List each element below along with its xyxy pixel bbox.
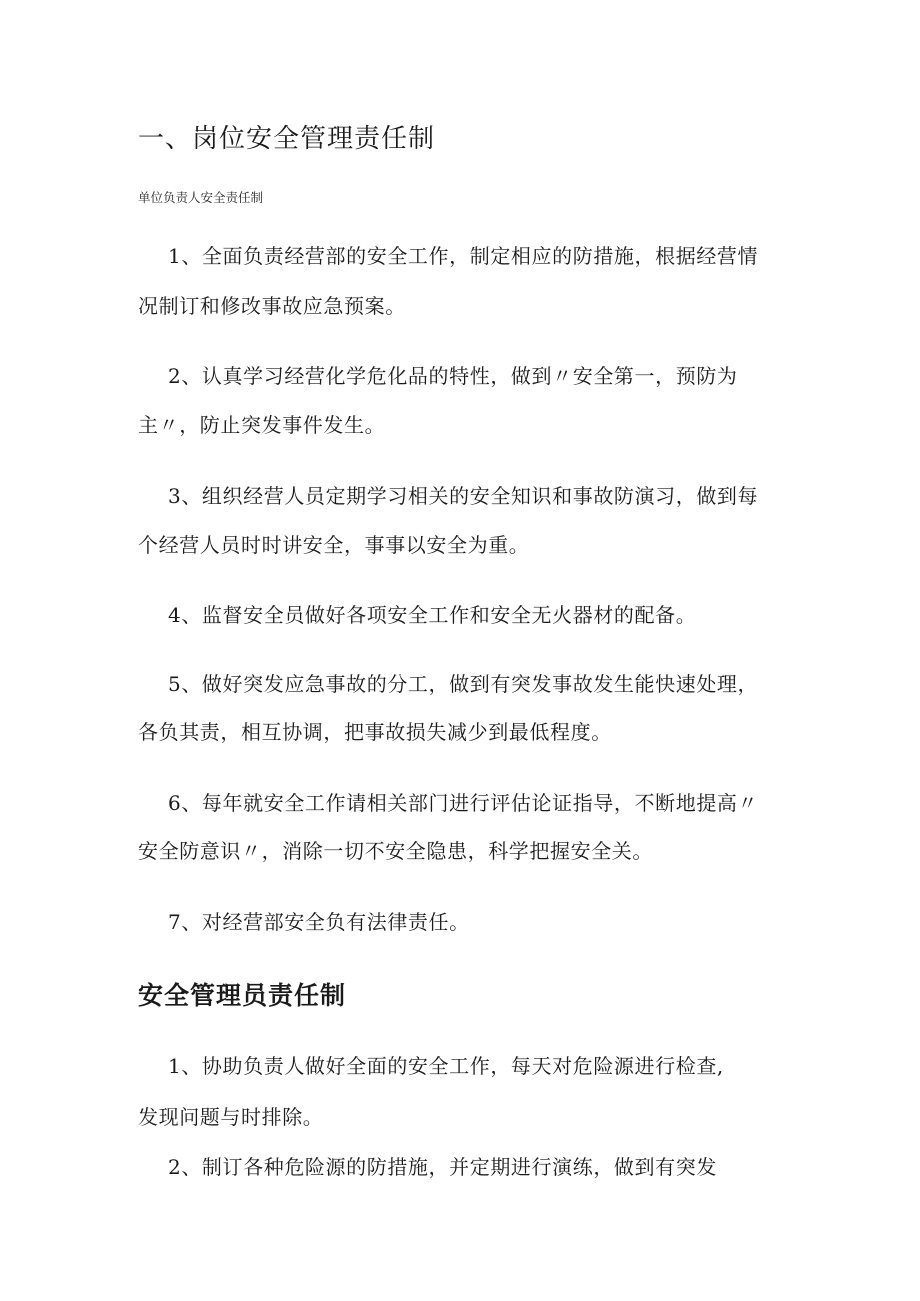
item-1-line-2: 况制订和修改事故应急预案。 [138,294,406,318]
item-5-line-1: 5、做好突发应急事故的分工，做到有突发事故发生能快速处理， [168,672,759,696]
section-subheading: 单位负责人安全责任制 [138,190,264,205]
s2-item-1-line-1: 1、协助负责人做好全面的安全工作，每天对危险源进行检查, [168,1054,724,1078]
s2-item-1-line-2: 发现问题与时排除。 [138,1105,324,1129]
item-5-line-2: 各负其责，相互协调，把事故损失减少到最低程度。 [138,720,612,744]
section-heading-2: 安全管理员责任制 [138,981,347,1010]
item-7-line-1: 7、对经营部安全负有法律责任。 [168,910,470,934]
item-6-line-1: 6、每年就安全工作请相关部门进行评估论证指导，不断地提高〃 [168,791,759,815]
item-6-line-2: 安全防意识〃，消除一切不安全隐患，科学把握安全关。 [138,839,653,863]
item-1-line-1: 1、全面负责经营部的安全工作，制定相应的防措施，根据经营情 [168,244,759,268]
item-2-line-2: 主〃，防止突发事件发生。 [138,413,386,437]
item-4-line-1: 4、监督安全员做好各项安全工作和安全无火器材的配备。 [168,603,697,627]
item-3-line-1: 3、组织经营人员定期学习相关的安全知识和事故防演习，做到每 [168,484,759,508]
item-3-line-2: 个经营人员时时讲安全，事事以安全为重。 [138,533,530,557]
item-2-line-1: 2、认真学习经营化学危化品的特性，做到〃安全第一，预防为 [168,364,738,388]
section-heading: 一、岗位安全管理责任制 [138,124,436,154]
s2-item-2-line-1: 2、制订各种危险源的防措施，并定期进行演练，做到有突发 [168,1155,717,1179]
